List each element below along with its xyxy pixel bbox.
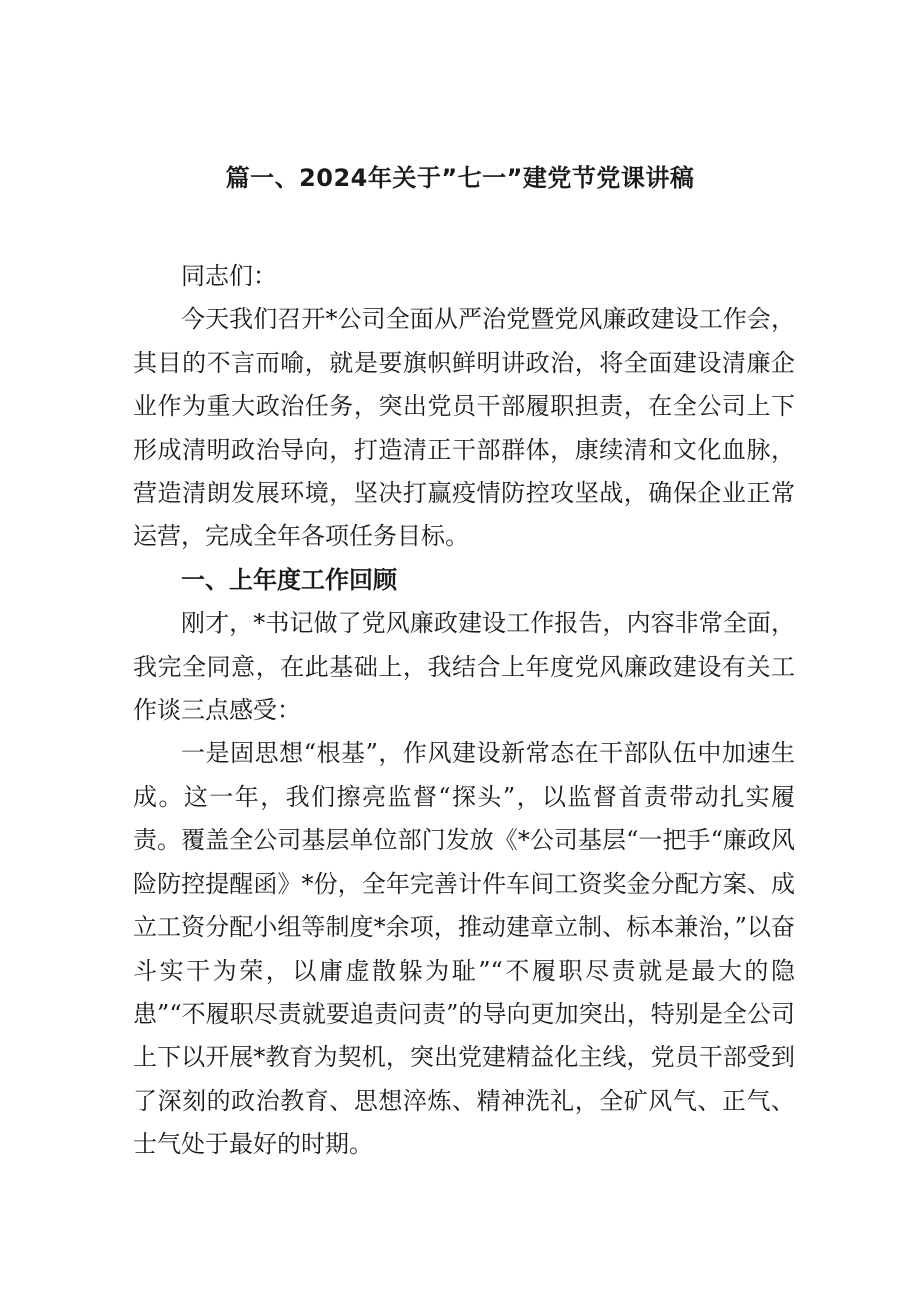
- document-body: [133, 255, 795, 1167]
- document-title: 篇一、2024年关于”七一”建党节党课讲稿: [225, 164, 695, 192]
- section-heading: 一、上年度工作回顾: [181, 565, 397, 594]
- paragraph-point-one: 一是固思想“根基”，作风建设新常态在干部队伍中加速生成。这一年，我们擦亮监督“探头”，以监督首责带动扎实履责。覆盖全公司基层单位部门发放《*公司基层“一把手“廉政风险防控提醒函》*份，全年完善计件车间工资奖金分配方案、成立工资分配小组等制度*余项，推动建章立制、标本兼治，”以奋斗实干为荣，以庸虚散躲为耻”“不履职尽责就是最大的隐患”“不履职尽责就要追责问责”的导向更加突出，特别是全公司上下以开展*教育为契机，突出党建精益化主线，党员干部受到了深刻的政治教育、思想淬炼、精神洗礼，全矿风气、正气、士气处于最好的时期。: [133, 739, 795, 1159]
- salutation: 同志们：: [181, 262, 277, 290]
- paragraph-review: 刚才，*书记做了党风廉政建设工作报告，内容非常全面，我完全同意，在此基础上，我结合上年度党风廉政建设有关工作谈三点感受：: [133, 609, 795, 725]
- paragraph-intro: 今天我们召开*公司全面从严治党暨党风廉政建设工作会，其目的不言而喻，就是要旗帜鲜明讲政治，将全面建设清廉企业作为重大政治任务，突出党员干部履职担责，在全公司上下形成清明政治导向，打造清正干部群体，康续清和文化血脉，营造清朗发展环境，坚决打赢疫情防控攻坚战，确保企业正常运营，完成全年各项任务目标。: [133, 305, 795, 551]
